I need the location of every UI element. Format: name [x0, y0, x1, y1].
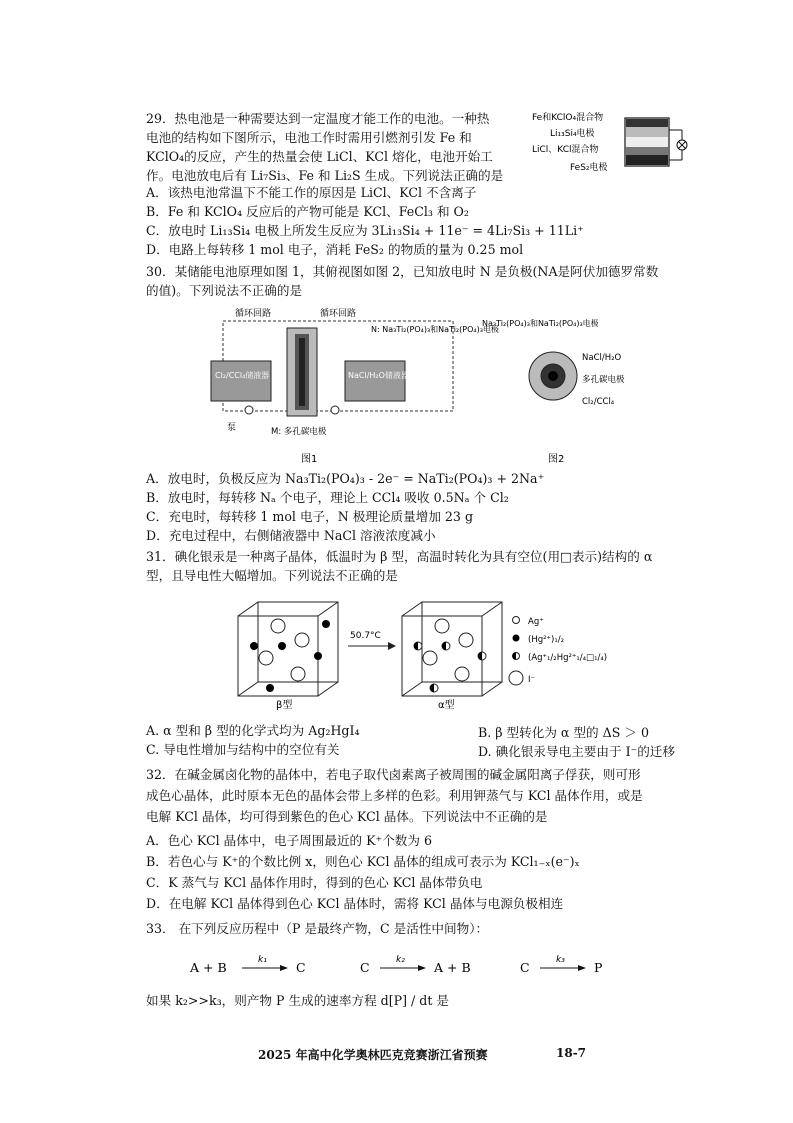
q33-r1-right: C [296, 960, 306, 975]
q30-fig1-caption: 图1 [301, 454, 318, 465]
q29-option-b: B．Fe 和 KClO₄ 反应后的产物可能是 KCl、FeCl₃ 和 O₂ [146, 204, 469, 219]
q31-stem-line-1: 31．碘化银汞是一种离子晶体，低温时为 β 型，高温时转化为具有空位(用□表示)结构的 α [146, 549, 653, 564]
q30-fig2-caption: 图2 [548, 454, 565, 465]
q31-legend-ag: Ag⁺ [528, 617, 544, 627]
q30-loop-right-label: 循环回路 [320, 309, 357, 319]
q29-label-fes2: FeS₂电极 [570, 163, 608, 173]
q31-crystal-figure [230, 594, 650, 710]
q31-option-c: C. 导电性增加与结构中的空位有关 [146, 742, 340, 757]
q30-fig2-top-label: Na₃Ti₂(PO₄)₃和NaTi₂(PO₄)₃电极 [482, 319, 599, 328]
q32-option-d: D．在电解 KCl 晶体得到色心 KCl 晶体时，需将 KCl 晶体与电源负极相连 [146, 896, 564, 911]
q30-m-label: M: 多孔碳电极 [271, 427, 327, 437]
q29-option-a: A．该热电池常温下不能工作的原因是 LiCl、KCl 不含离子 [146, 185, 477, 200]
q33-r1-k: k₁ [258, 955, 267, 965]
q30-fig2-carbon: 多孔碳电极 [582, 375, 625, 385]
q30-tank-left: Cl₂/CCl₄储液器 [215, 371, 270, 380]
q30-option-b: B．放电时，每转移 Nₐ 个电子，理论上 CCl₄ 吸收 0.5Nₐ 个 Cl₂ [146, 490, 509, 505]
q29-label-fe-kclo4: Fe和KClO₄混合物 [532, 113, 604, 123]
q33-r3-right: P [594, 960, 603, 975]
q29-stem-line-3: KClO₄的反应，产生的热量会使 LiCl、KCl 熔化，电池开始工 [146, 149, 493, 164]
q30-figure-2 [478, 314, 628, 466]
q33-r3-left: C [520, 960, 530, 975]
q30-loop-left-label: 循环回路 [235, 309, 272, 319]
q31-temperature: 50.7°C [350, 631, 381, 641]
q29-stem-line-4: 作。电池放电后有 Li₇Si₃、Fe 和 Li₂S 生成。下列说法正确的是 [146, 168, 504, 183]
q31-option-a: A. α 型和 β 型的化学式均为 Ag₂HgI₄ [146, 723, 360, 738]
q30-stem-line-1: 30．某储能电池原理如图 1，其俯视图如图 2，已知放电时 N 是负极(NA是阿伏加德罗常数 [146, 264, 659, 279]
q33-r3-k: k₃ [556, 955, 565, 965]
q29-stem-line-1: 29．热电池是一种需要达到一定温度才能工作的电池。一种热 [146, 111, 490, 126]
q33-tail: 如果 k₂>>k₃，则产物 P 生成的速率方程 d[P] / dt 是 [146, 993, 450, 1008]
q31-alpha-label: α型 [438, 700, 455, 711]
q30-tank-right: NaCl/H₂O储液器 [348, 371, 409, 380]
q33-reactions [180, 950, 630, 982]
q30-pump-label: 泵 [227, 423, 237, 433]
q33-r2-right: A + B [434, 960, 471, 975]
q29-option-d: D．电路上每转移 1 mol 电子，消耗 FeS₂ 的物质的量为 0.25 mol [146, 242, 524, 257]
q31-legend-iodide: I⁻ [528, 675, 535, 685]
q33-stem: 33． 在下列反应历程中（P 是最终产物，C 是活性中间物）： [146, 921, 489, 936]
q29-battery-diagram [530, 108, 695, 180]
q33-r2-k: k₂ [396, 955, 405, 965]
q30-fig2-cl2: Cl₂/CCl₄ [582, 397, 615, 407]
q32-stem-line-2: 成色心晶体，此时原本无色的晶体会带上多样的色彩。利用钾蒸气与 KCl 晶体作用，或是 [146, 788, 643, 803]
q29-option-c: C．放电时 Li₁₃Si₄ 电极上所发生反应为 3Li₁₃Si₄ + 11e⁻ = 4Li₇Si₃ + 11Li⁺ [146, 223, 584, 238]
q31-legend-hg: (Hg²⁺)₁/₂ [528, 635, 564, 645]
q31-stem-line-2: 型，且导电性大幅增加。下列说法不正确的是 [146, 568, 398, 583]
page-number: 18-7 [556, 1046, 587, 1060]
q30-option-d: D．充电过程中，右侧储液器中 NaCl 溶液浓度减小 [146, 528, 436, 543]
q32-option-b: B．若色心与 K⁺的个数比例 x，则色心 KCl 晶体的组成可表示为 KCl₁₋ₓ(e⁻)ₓ [146, 854, 580, 869]
q29-label-li-si: Li₁₃Si₄电极 [550, 129, 595, 139]
q31-legend-mixed: (Ag⁺₁/₂Hg²⁺₁/₄□₁/₄) [528, 653, 608, 663]
q33-r1-left: A + B [190, 960, 227, 975]
footer-title: 2025 年高中化学奥林匹克竞赛浙江省预赛 [258, 1048, 488, 1062]
q30-fig2-nacl: NaCl/H₂O [582, 353, 622, 363]
q29-label-licl-kcl: LiCl、KCl混合物 [532, 145, 599, 155]
q30-n-label: N: Na₃Ti₂(PO₄)₃和NaTi₂(PO₄)₃电极 [371, 325, 499, 334]
q31-option-b: B. β 型转化为 α 型的 ΔS ＞ 0 [478, 725, 649, 740]
q31-beta-label: β型 [276, 700, 293, 711]
q29-stem-line-2: 电池的结构如下图所示，电池工作时需用引燃剂引发 Fe 和 [146, 130, 472, 145]
q32-option-c: C．K 蒸气与 KCl 晶体作用时，得到的色心 KCl 晶体带负电 [146, 875, 483, 890]
q33-r2-left: C [360, 960, 370, 975]
q32-stem-line-3: 电解 KCl 晶体，均可得到紫色的色心 KCl 晶体。下列说法中不正确的是 [146, 809, 548, 824]
q32-option-a: A．色心 KCl 晶体中，电子周围最近的 K⁺个数为 6 [146, 833, 433, 848]
q31-option-d: D. 碘化银汞导电主要由于 I⁻的迁移 [478, 744, 675, 759]
q30-option-a: A．放电时，负极反应为 Na₃Ti₂(PO₄)₃ - 2e⁻ = NaTi₂(PO₄)₃ + 2Na⁺ [146, 471, 545, 486]
q32-stem-line-1: 32．在碱金属卤化物的晶体中，若电子取代卤素离子被周围的碱金属阳离子俘获，则可形 [146, 767, 641, 782]
q30-stem-line-2: 的值)。下列说法不正确的是 [146, 283, 303, 298]
q30-option-c: C．充电时，每转移 1 mol 电子，N 极理论质量增加 23 g [146, 509, 474, 524]
q30-figure-1 [205, 306, 499, 466]
